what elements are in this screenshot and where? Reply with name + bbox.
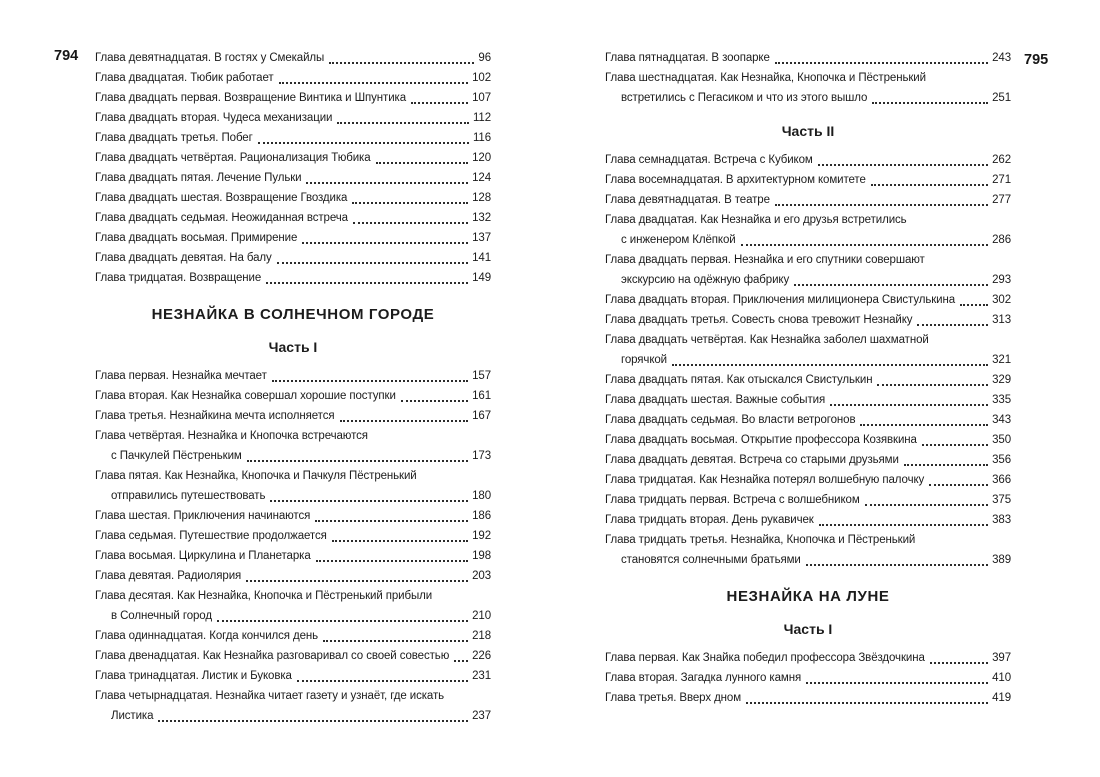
chapter-title: Глава девятнадцатая. В гостях у Смекайлы (95, 52, 325, 64)
chapter-page-number: 237 (472, 710, 491, 722)
chapter-title: Глава тринадцатая. Листик и Буковка (95, 670, 292, 682)
toc-entry (605, 190, 1011, 210)
toc-entry-line (605, 430, 1011, 450)
toc-entry-line (605, 510, 1011, 530)
chapter-title: Глава четырнадцатая. Незнайка читает газету и узнаёт, где искать (95, 690, 445, 702)
chapter-title: Глава пятнадцатая. В зоопарке (605, 52, 770, 64)
dot-leader (871, 184, 988, 186)
dot-leader (279, 82, 469, 84)
toc-entry-line (605, 88, 1011, 108)
chapter-page-number: 329 (992, 374, 1011, 386)
toc-entry (605, 210, 1011, 250)
chapter-title: Глава двадцать седьмая. Во власти ветрогонов (605, 414, 856, 426)
toc-entry-line (95, 526, 491, 546)
chapter-title: Глава двадцатая. Тюбик работает (95, 72, 274, 84)
toc-entry (95, 646, 491, 666)
toc-entry (605, 48, 1011, 68)
dot-leader (904, 464, 988, 466)
dot-leader (741, 244, 989, 246)
part-heading: Часть I (783, 621, 833, 637)
dot-leader (217, 620, 468, 622)
dot-leader (454, 660, 468, 662)
toc-entry-line (605, 290, 1011, 310)
toc-entry (605, 510, 1011, 530)
toc-entry-line (605, 550, 1011, 570)
chapter-title: Глава семнадцатая. Встреча с Кубиком (605, 154, 813, 166)
dot-leader (917, 324, 988, 326)
chapter-page-number: 186 (472, 510, 491, 522)
toc-entry-line (95, 506, 491, 526)
toc-entry (95, 626, 491, 646)
chapter-title: встретились с Пегасиком и что из этого вышло (621, 92, 868, 104)
toc-entry (605, 150, 1011, 170)
toc-entry (95, 188, 491, 208)
toc-entry-line (605, 410, 1011, 430)
dot-leader (775, 204, 988, 206)
chapter-title: Глава вторая. Как Незнайка совершал хорошие поступки (95, 390, 396, 402)
toc-entry (95, 406, 491, 426)
toc-entry (95, 586, 491, 626)
part-heading: Часть I (268, 339, 318, 355)
toc-entry-line (605, 648, 1011, 668)
chapter-title: Глава первая. Незнайка мечтает (95, 370, 267, 382)
toc-section (605, 48, 1011, 108)
toc-entry (605, 470, 1011, 490)
toc-entry (605, 430, 1011, 450)
dot-leader (865, 504, 988, 506)
toc-entry-line (605, 210, 1011, 230)
book-title-heading: НЕЗНАЙКА НА ЛУНЕ (726, 588, 890, 605)
toc-entry (605, 490, 1011, 510)
toc-entry (95, 68, 491, 88)
dot-leader (401, 400, 468, 402)
dot-leader (323, 640, 468, 642)
toc-entry-line (95, 706, 491, 726)
chapter-title: Глава пятая. Как Незнайка, Кнопочка и Пачкуля Пёстренький (95, 470, 417, 482)
chapter-page-number: 262 (992, 154, 1011, 166)
chapter-page-number: 132 (472, 212, 491, 224)
toc-entry (95, 526, 491, 546)
toc-entry-line (95, 646, 491, 666)
dot-leader (806, 564, 988, 566)
chapter-title: Глава двадцать пятая. Лечение Пульки (95, 172, 302, 184)
toc-entry (605, 68, 1011, 108)
chapter-title: Глава первая. Как Знайка победил профессора Звёздочкина (605, 652, 925, 664)
chapter-title: Глава седьмая. Путешествие продолжается (95, 530, 327, 542)
toc-entry-line (95, 228, 491, 248)
dot-leader (353, 222, 468, 224)
chapter-title: горячкой (621, 354, 668, 366)
toc-entry (95, 48, 491, 68)
toc-entry (605, 370, 1011, 390)
dot-leader (306, 182, 468, 184)
dot-leader (297, 680, 468, 682)
toc-entry-line (605, 270, 1011, 290)
chapter-title: Глава двадцать четвёртая. Как Незнайка заболел шахматной (605, 334, 929, 346)
chapter-title: Глава шестнадцатая. Как Незнайка, Кнопочка и Пёстренький (605, 72, 926, 84)
toc-entry-line (95, 168, 491, 188)
chapter-page-number: 210 (472, 610, 491, 622)
chapter-page-number: 389 (992, 554, 1011, 566)
toc-entry (95, 466, 491, 506)
chapter-title: Глава вторая. Загадка лунного камня (605, 672, 802, 684)
chapter-title: Глава двадцать шестая. Важные события (605, 394, 826, 406)
dot-leader (860, 424, 988, 426)
toc-entry-line (605, 310, 1011, 330)
dot-leader (332, 540, 468, 542)
chapter-title: Глава двадцать вторая. Приключения милиционера Свистулькина (605, 294, 956, 306)
toc-entry-line (95, 546, 491, 566)
chapter-page-number: 137 (472, 232, 491, 244)
chapter-title: Глава двадцать пятая. Как отыскался Свистулькин (605, 374, 873, 386)
chapter-title: Глава двадцать вторая. Чудеса механизации (95, 112, 333, 124)
chapter-title: с инженером Клёпкой (621, 234, 736, 246)
dot-leader (329, 62, 474, 64)
toc-entry (95, 88, 491, 108)
toc-entry (605, 668, 1011, 688)
dot-leader (315, 520, 468, 522)
toc-entry-line (605, 470, 1011, 490)
dot-leader (246, 580, 468, 582)
toc-entry (605, 310, 1011, 330)
toc-entry (95, 148, 491, 168)
chapter-title: Глава девятая. Радиолярия (95, 570, 242, 582)
dot-leader (340, 420, 469, 422)
chapter-title: Глава третья. Незнайкина мечта исполняется (95, 410, 335, 422)
toc-entry (95, 248, 491, 268)
dot-leader (376, 162, 469, 164)
toc-entry-line (95, 268, 491, 288)
toc-section (95, 305, 491, 726)
chapter-page-number: 335 (992, 394, 1011, 406)
chapter-title: Глава восьмая. Циркулина и Планетарка (95, 550, 311, 562)
chapter-title: Глава тридцать первая. Встреча с волшебником (605, 494, 860, 506)
toc-entry-line (95, 466, 491, 486)
toc-entry-line (95, 188, 491, 208)
toc-entry-line (95, 148, 491, 168)
chapter-title: в Солнечный город (111, 610, 212, 622)
dot-leader (270, 500, 468, 502)
toc-entry-line (95, 686, 491, 706)
chapter-page-number: 271 (992, 174, 1011, 186)
chapter-title: Глава двадцать седьмая. Неожиданная встреча (95, 212, 348, 224)
toc-entry-line (605, 48, 1011, 68)
chapter-title: Глава двадцать девятая. Встреча со старыми друзьями (605, 454, 899, 466)
chapter-title: Глава двадцать первая. Возвращение Винтика и Шпунтика (95, 92, 407, 104)
toc-entry (95, 666, 491, 686)
dot-leader (302, 242, 468, 244)
chapter-page-number: 116 (472, 132, 491, 144)
chapter-page-number: 149 (472, 272, 491, 284)
dot-leader (872, 102, 988, 104)
dot-leader (830, 404, 988, 406)
chapter-title: Глава двадцать девятая. На балу (95, 252, 272, 264)
chapter-title: отправились путешествовать (111, 490, 266, 502)
toc-entry (605, 250, 1011, 290)
chapter-page-number: 120 (472, 152, 491, 164)
toc-entry-line (605, 688, 1011, 708)
toc-entry-line (95, 486, 491, 506)
chapter-page-number: 277 (992, 194, 1011, 206)
chapter-page-number: 410 (992, 672, 1011, 684)
chapter-title: Глава двадцать третья. Побег (95, 132, 253, 144)
chapter-title: Глава одиннадцатая. Когда кончился день (95, 630, 319, 642)
chapter-page-number: 321 (992, 354, 1011, 366)
chapter-title: Глава восемнадцатая. В архитектурном комитете (605, 174, 866, 186)
dot-leader (960, 304, 988, 306)
chapter-page-number: 96 (478, 52, 491, 64)
toc-entry-line (605, 490, 1011, 510)
toc-entry-line (95, 108, 491, 128)
chapter-title: Листика (111, 710, 154, 722)
toc-entry (95, 546, 491, 566)
dot-leader (746, 702, 988, 704)
dot-leader (672, 364, 988, 366)
part-heading: Часть II (781, 123, 835, 139)
toc-entry-line (95, 48, 491, 68)
toc-entry (95, 366, 491, 386)
toc-entry-line (95, 446, 491, 466)
toc-entry (95, 268, 491, 288)
toc-entry (95, 208, 491, 228)
dot-leader (877, 384, 988, 386)
toc-entry (605, 290, 1011, 310)
toc-entry-line (95, 586, 491, 606)
toc-entry-line (95, 606, 491, 626)
chapter-page-number: 167 (472, 410, 491, 422)
toc-entry (605, 648, 1011, 668)
dot-leader (272, 380, 468, 382)
right-toc-column (605, 48, 1011, 708)
dot-leader (277, 262, 468, 264)
toc-entry-line (605, 150, 1011, 170)
toc-entry-line (605, 668, 1011, 688)
toc-entry-line (95, 426, 491, 446)
toc-entry (605, 390, 1011, 410)
chapter-page-number: 157 (472, 370, 491, 382)
chapter-page-number: 173 (472, 450, 491, 462)
toc-entry (95, 228, 491, 248)
dot-leader (819, 524, 988, 526)
dot-leader (337, 122, 469, 124)
dot-leader (158, 720, 468, 722)
toc-entry-line (95, 666, 491, 686)
chapter-title: становятся солнечными братьями (621, 554, 801, 566)
toc-entry (95, 506, 491, 526)
toc-entry-line (95, 386, 491, 406)
chapter-title: Глава шестая. Приключения начинаются (95, 510, 311, 522)
toc-entry (95, 566, 491, 586)
chapter-page-number: 350 (992, 434, 1011, 446)
chapter-page-number: 243 (992, 52, 1011, 64)
chapter-page-number: 180 (472, 490, 491, 502)
dot-leader (930, 662, 988, 664)
chapter-title: Глава тридцатая. Как Незнайка потерял волшебную палочку (605, 474, 925, 486)
toc-entry (605, 330, 1011, 370)
chapter-page-number: 141 (472, 252, 491, 264)
chapter-page-number: 356 (992, 454, 1011, 466)
dot-leader (818, 164, 988, 166)
dot-leader (258, 142, 469, 144)
toc-section (605, 122, 1011, 570)
toc-entry (95, 686, 491, 726)
chapter-page-number: 251 (992, 92, 1011, 104)
chapter-page-number: 383 (992, 514, 1011, 526)
chapter-page-number: 128 (472, 192, 491, 204)
chapter-page-number: 198 (472, 550, 491, 562)
right-page-number: 795 (1024, 52, 1049, 68)
chapter-title: экскурсию на одёжную фабрику (621, 274, 790, 286)
dot-leader (929, 484, 988, 486)
toc-entry-line (95, 88, 491, 108)
dot-leader (775, 62, 988, 64)
chapter-page-number: 419 (992, 692, 1011, 704)
toc-entry-line (95, 128, 491, 148)
toc-entry-line (605, 68, 1011, 88)
toc-entry (605, 688, 1011, 708)
dot-leader (316, 560, 468, 562)
toc-entry (95, 168, 491, 188)
toc-entry-line (605, 170, 1011, 190)
dot-leader (247, 460, 468, 462)
chapter-page-number: 375 (992, 494, 1011, 506)
toc-entry-line (95, 366, 491, 386)
toc-entry (605, 410, 1011, 430)
chapter-page-number: 286 (992, 234, 1011, 246)
toc-entry-line (95, 248, 491, 268)
toc-entry-line (95, 566, 491, 586)
chapter-page-number: 112 (472, 112, 491, 124)
chapter-page-number: 231 (472, 670, 491, 682)
chapter-page-number: 107 (472, 92, 491, 104)
chapter-page-number: 313 (992, 314, 1011, 326)
toc-entry-line (605, 350, 1011, 370)
chapter-page-number: 102 (472, 72, 491, 84)
toc-entry-line (605, 450, 1011, 470)
chapter-title: Глава четвёртая. Незнайка и Кнопочка встречаются (95, 430, 368, 442)
chapter-title: с Пачкулей Пёстреньким (111, 450, 242, 462)
toc-entry (95, 128, 491, 148)
toc-entry (95, 108, 491, 128)
chapter-page-number: 124 (472, 172, 491, 184)
chapter-page-number: 293 (992, 274, 1011, 286)
left-page-number: 794 (54, 48, 79, 64)
chapter-title: Глава тридцать третья. Незнайка, Кнопочка и Пёстренький (605, 534, 916, 546)
chapter-page-number: 366 (992, 474, 1011, 486)
toc-entry (95, 386, 491, 406)
toc-section (95, 48, 491, 288)
chapter-title: Глава двадцать первая. Незнайка и его спутники совершают (605, 254, 925, 266)
chapter-title: Глава двенадцатая. Как Незнайка разговаривал со своей совестью (95, 650, 450, 662)
chapter-title: Глава двадцать восьмая. Примирение (95, 232, 298, 244)
chapter-title: Глава тридцатая. Возвращение (95, 272, 262, 284)
chapter-title: Глава тридцать вторая. День рукавичек (605, 514, 814, 526)
toc-entry-line (605, 530, 1011, 550)
toc-entry (605, 450, 1011, 470)
chapter-title: Глава двадцатая. Как Незнайка и его друзья встретились (605, 214, 907, 226)
toc-entry-line (95, 208, 491, 228)
chapter-page-number: 302 (992, 294, 1011, 306)
dot-leader (806, 682, 988, 684)
chapter-page-number: 203 (472, 570, 491, 582)
chapter-title: Глава двадцать четвёртая. Рационализация Тюбика (95, 152, 371, 164)
dot-leader (922, 444, 988, 446)
dot-leader (411, 102, 468, 104)
toc-section (605, 587, 1011, 708)
toc-entry (605, 530, 1011, 570)
dot-leader (352, 202, 468, 204)
toc-entry-line (605, 390, 1011, 410)
chapter-page-number: 397 (992, 652, 1011, 664)
chapter-page-number: 226 (472, 650, 491, 662)
chapter-title: Глава двадцать третья. Совесть снова тревожит Незнайку (605, 314, 913, 326)
left-toc-column (95, 48, 491, 726)
toc-entry-line (95, 406, 491, 426)
chapter-title: Глава десятая. Как Незнайка, Кнопочка и Пёстренький прибыли (95, 590, 433, 602)
chapter-page-number: 343 (992, 414, 1011, 426)
toc-entry-line (605, 370, 1011, 390)
toc-entry-line (605, 250, 1011, 270)
dot-leader (794, 284, 988, 286)
dot-leader (266, 282, 468, 284)
chapter-title: Глава девятнадцатая. В театре (605, 194, 770, 206)
toc-entry-line (95, 68, 491, 88)
toc-entry-line (605, 230, 1011, 250)
chapter-title: Глава двадцать шестая. Возвращение Гвоздика (95, 192, 348, 204)
chapter-page-number: 161 (472, 390, 491, 402)
toc-entry-line (605, 330, 1011, 350)
chapter-page-number: 218 (472, 630, 491, 642)
toc-entry (95, 426, 491, 466)
chapter-page-number: 192 (472, 530, 491, 542)
book-title-heading: НЕЗНАЙКА В СОЛНЕЧНОМ ГОРОДЕ (151, 306, 435, 323)
toc-entry-line (95, 626, 491, 646)
chapter-title: Глава двадцать восьмая. Открытие профессора Козявкина (605, 434, 917, 446)
toc-entry (605, 170, 1011, 190)
toc-entry-line (605, 190, 1011, 210)
chapter-title: Глава третья. Вверх дном (605, 692, 742, 704)
